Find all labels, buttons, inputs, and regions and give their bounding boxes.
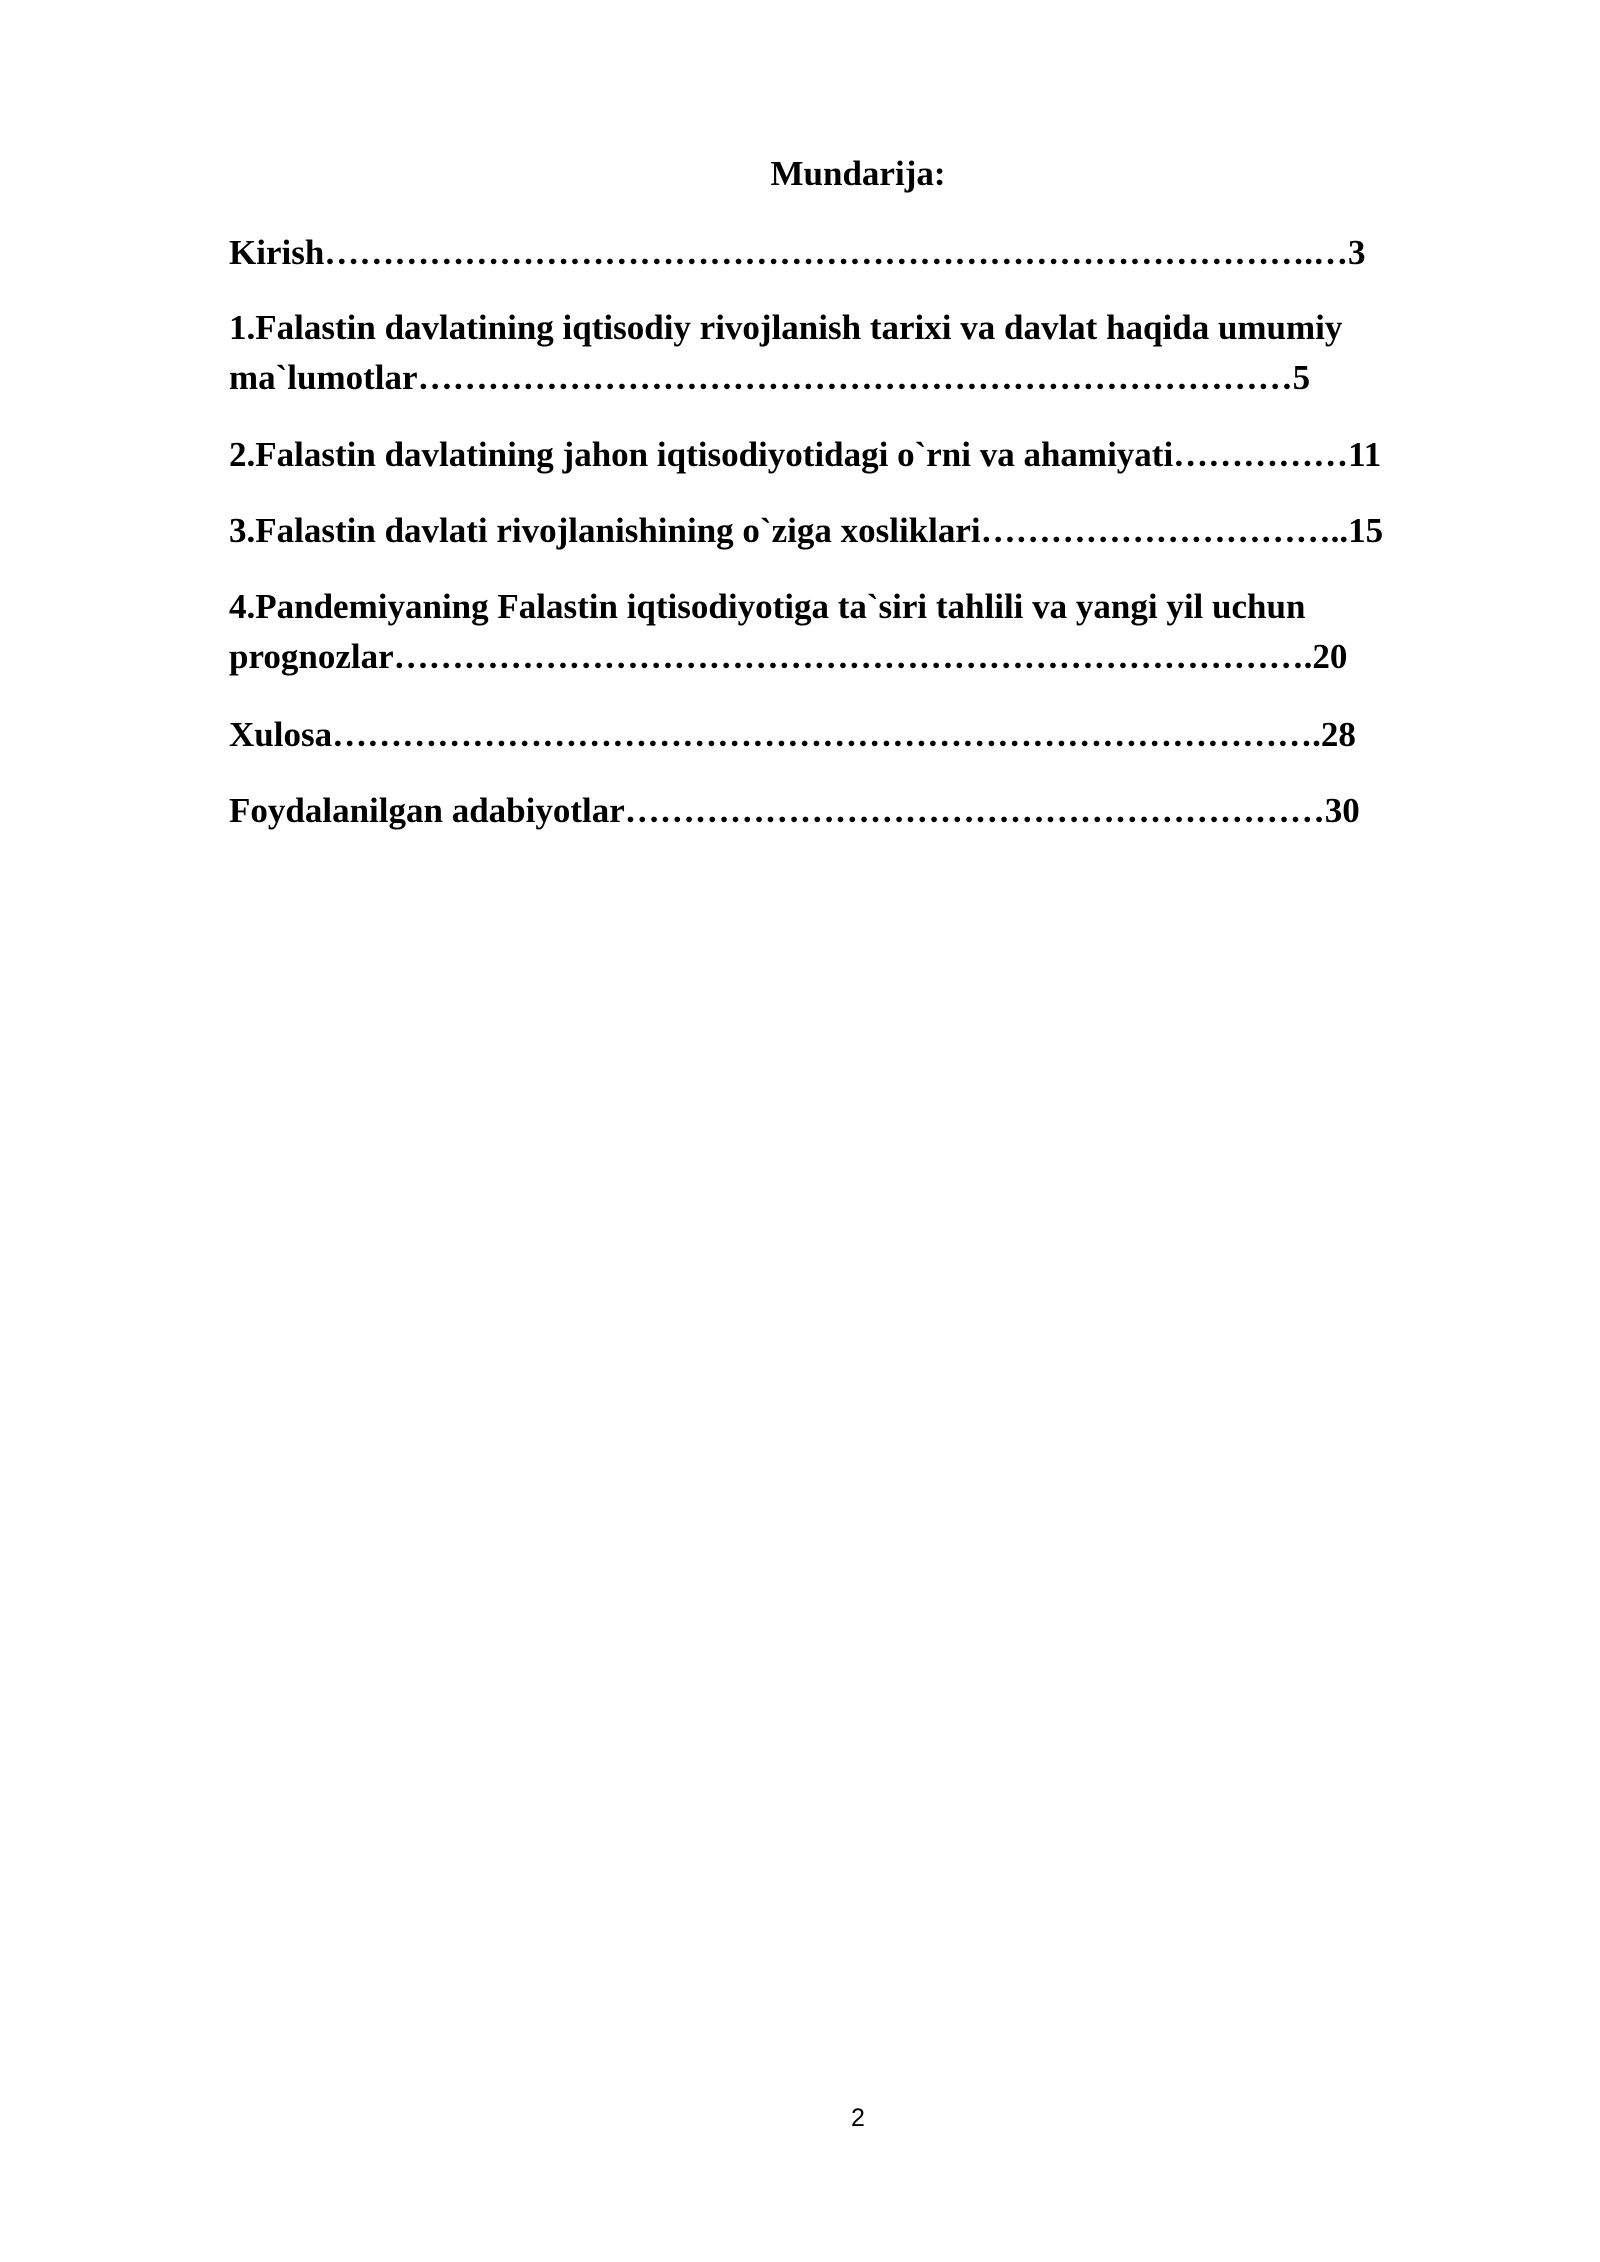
toc-entry-line: Xulosa………………………………………………………………………….28 (229, 715, 1356, 754)
toc-title: Mundarija: (770, 154, 946, 193)
toc-entry-introduction (229, 228, 1366, 278)
toc-entry-line: 2.Falastin davlatining jahon iqtisodiyotidagi o`rni va ahamiyati……………11 (229, 435, 1382, 474)
toc-entry-chapter-1 (229, 303, 1342, 403)
toc-entry-line: 3.Falastin davlati rivojlanishining o`ziga xosliklari…………………………..15 (229, 511, 1384, 550)
toc-entry-chapter-3 (229, 506, 1383, 556)
toc-entry-line: ma`lumotlar…………………………………………………………………5 (229, 358, 1311, 397)
toc-entry-line: 4.Pandemiyaning Falastin iqtisodiyotiga ta`siri tahlili va yangi yil uchun (229, 587, 1306, 626)
toc-entry-line: Kirish………………………………………………………………………….…3 (229, 233, 1366, 272)
toc-entry-references (229, 786, 1360, 836)
toc-entry-line: prognozlar…………………………………………………………………….20 (229, 637, 1348, 676)
toc-entry-conclusion (229, 710, 1356, 760)
toc-entry-line: Foydalanilgan adabiyotlar……………………………………………………30 (229, 791, 1360, 830)
toc-entry-chapter-2 (229, 430, 1381, 480)
toc-entry-line: 1.Falastin davlatining iqtisodiy rivojlanish tarixi va davlat haqida umumiy (229, 308, 1343, 347)
page-number: 2 (851, 2104, 865, 2132)
toc-entry-chapter-4 (229, 582, 1347, 682)
